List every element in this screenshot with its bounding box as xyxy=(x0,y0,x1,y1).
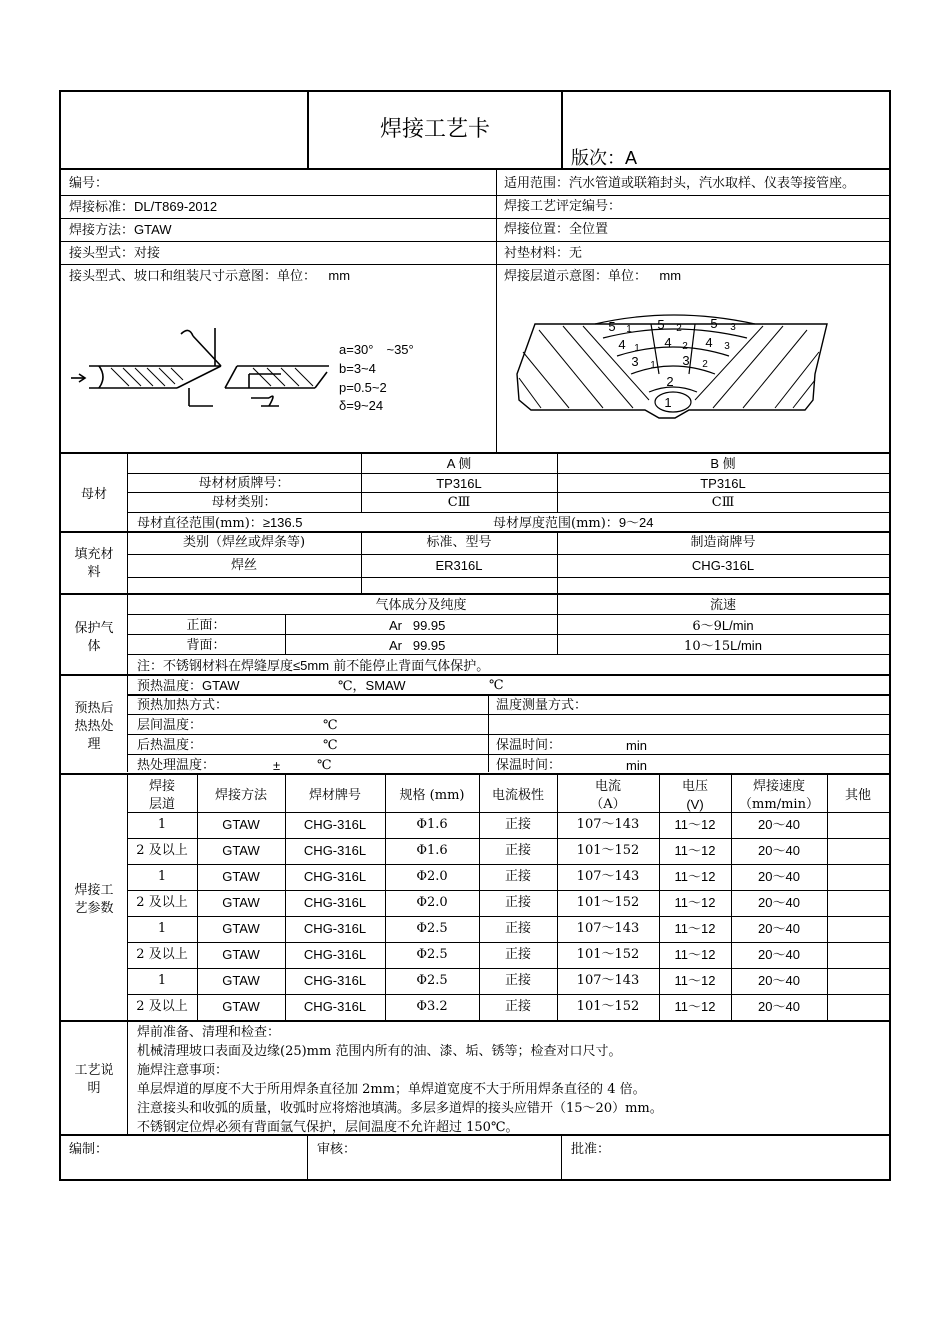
layer-label-sub1: 1 xyxy=(626,324,632,335)
pqr-label: 焊接工艺评定编号： xyxy=(504,199,622,214)
gas-back-gas xyxy=(389,638,445,654)
cell-method: GTAW xyxy=(222,895,260,910)
section-heat xyxy=(61,700,127,754)
position xyxy=(504,222,608,238)
gas-back-purity: 99.95 xyxy=(412,638,446,653)
cell-polarity: 正接 xyxy=(504,869,531,884)
joint-diagram-label-text: 接头型式、坡口和组装尺寸示意图：单位： xyxy=(69,269,317,284)
cell-size: Φ1.6 xyxy=(416,843,448,858)
joint xyxy=(69,246,160,262)
cell-method: GTAW xyxy=(222,947,260,962)
divider xyxy=(127,812,889,813)
divider xyxy=(127,1022,128,1134)
preheat-gtaw: GTAW xyxy=(202,678,240,693)
cell-current: 107～143 xyxy=(576,973,640,988)
layer-label-sub2: 2 xyxy=(682,341,688,352)
section-gas-line1: 保护气 xyxy=(74,621,114,636)
gas-note xyxy=(137,658,489,675)
cell-layer: 1 xyxy=(157,973,167,988)
divider xyxy=(127,577,889,578)
gas-front-flow-num: 6～9 xyxy=(692,619,722,634)
preheat-smaw: SMAW xyxy=(365,678,406,693)
cell-size: Φ2.5 xyxy=(416,921,448,936)
cell-current: 107～143 xyxy=(576,921,640,936)
divider xyxy=(61,452,889,454)
layer-label-4: 4 xyxy=(705,335,713,350)
divider xyxy=(127,890,889,891)
groove-p: p=0.5~2 xyxy=(339,380,387,395)
col-current-line1: 电流 xyxy=(594,779,621,794)
cell-voltage: 11～12 xyxy=(674,973,716,988)
note-line: 注意接头和收弧的质量，收弧时应将熔池填满。多层多道焊的接头应错开（15～20）mm。 xyxy=(137,1101,663,1116)
col-current-line2: （A） xyxy=(590,797,626,812)
divider xyxy=(127,634,889,635)
preheat-unit1 xyxy=(338,678,406,695)
method-label: 焊接方法： xyxy=(69,223,135,238)
divider xyxy=(127,864,889,865)
gas-note-pre: 注：不锈钢材料在焊缝厚度 xyxy=(137,659,294,674)
divider xyxy=(127,473,889,474)
gas-col-comp: 气体成分及纯度 xyxy=(375,598,467,613)
divider xyxy=(61,195,889,196)
note-line: 焊前准备、清理和检查： xyxy=(137,1025,281,1040)
position-label: 焊接位置： xyxy=(504,222,570,237)
preheat-unit1-text: ℃， xyxy=(338,679,366,694)
cell-brand: CHG-316L xyxy=(303,843,367,858)
heat-method-label: 预热加热方式： xyxy=(137,698,229,713)
thickness-value: 9～24 xyxy=(618,515,654,530)
preheat-unit2: ℃ xyxy=(489,678,504,693)
joint-value: 对接 xyxy=(134,246,161,261)
layer-label-sub3: 3 xyxy=(730,322,736,333)
divider xyxy=(127,492,889,493)
postheat-unit: ℃ xyxy=(323,738,338,753)
col-current xyxy=(557,778,659,814)
divider xyxy=(127,942,889,943)
col-polarity: 电流极性 xyxy=(491,788,544,803)
filler-col-std: 标准、型号 xyxy=(426,535,492,550)
layer-label-4: 4 xyxy=(618,337,626,352)
col-other: 其他 xyxy=(844,788,871,803)
layer-label-3: 3 xyxy=(631,354,639,369)
groove-diagram xyxy=(71,322,331,412)
col-voltage-line1: 电压 xyxy=(681,779,708,794)
cell-speed: 20～40 xyxy=(758,921,800,936)
layer-label-1: 1 xyxy=(664,395,672,410)
col-voltage-line2: (V) xyxy=(686,797,704,812)
cell-speed: 20～40 xyxy=(758,999,800,1014)
divider xyxy=(127,714,889,715)
cell-polarity: 正接 xyxy=(504,895,531,910)
cell-layer: 1 xyxy=(157,921,167,936)
gas-back-flow-num: 10～15 xyxy=(684,639,731,654)
section-notes xyxy=(61,1062,127,1098)
card-title: 焊接工艺卡 xyxy=(379,117,490,142)
class-b: CⅢ xyxy=(711,495,735,510)
diameter xyxy=(137,515,302,532)
pwht-label: 热处理温度： xyxy=(137,758,216,773)
cell-polarity: 正接 xyxy=(504,843,531,858)
section-notes-line1: 工艺说 xyxy=(74,1063,114,1078)
divider xyxy=(127,554,889,555)
note-line: 机械清理坡口表面及边缘(25)mm 范围内所有的油、漆、垢、锈等；检查对口尺寸。 xyxy=(137,1044,622,1059)
joint-diagram-unit: mm xyxy=(328,268,351,283)
filler-std: ER316L xyxy=(435,558,483,573)
col-brand: 焊材牌号 xyxy=(308,788,361,803)
cell-speed: 20～40 xyxy=(758,947,800,962)
cell-method: GTAW xyxy=(222,817,260,832)
cell-speed: 20～40 xyxy=(758,895,800,910)
method-value: GTAW xyxy=(134,222,172,237)
preheat xyxy=(137,678,240,695)
position-value: 全位置 xyxy=(569,222,609,237)
side-a: A 侧 xyxy=(446,456,472,471)
section-heat-line3: 理 xyxy=(87,737,101,752)
cell-layer: 2 及以上 xyxy=(136,999,188,1014)
section-base-metal: 母材 xyxy=(80,487,107,502)
divider xyxy=(61,1134,889,1136)
filler-col-brand: 制造商牌号 xyxy=(690,535,756,550)
divider xyxy=(127,916,889,917)
divider xyxy=(61,531,889,533)
gas-note-post: 前不能停止背面气体保护。 xyxy=(333,659,490,674)
grade-label: 母材材质牌号： xyxy=(198,476,290,491)
divider xyxy=(61,264,889,265)
divider xyxy=(61,593,889,595)
interpass-unit: ℃ xyxy=(323,718,338,733)
approved-label: 批准： xyxy=(571,1142,611,1157)
cell-voltage: 11～12 xyxy=(674,843,716,858)
layer-label-4: 4 xyxy=(664,335,672,350)
hold2-unit: min xyxy=(626,758,647,773)
col-method: 焊接方法 xyxy=(214,788,267,803)
layer-label-2: 2 xyxy=(666,374,674,389)
cell-brand: CHG-316L xyxy=(303,973,367,988)
cell-layer: 1 xyxy=(157,869,167,884)
section-params xyxy=(61,882,127,918)
col-voltage xyxy=(659,778,731,814)
col-layer xyxy=(127,778,197,814)
divider xyxy=(127,754,889,755)
cell-current: 101～152 xyxy=(576,895,640,910)
layer-diagram-unit: mm xyxy=(659,268,682,283)
cell-brand: CHG-316L xyxy=(303,895,367,910)
section-gas-line2: 体 xyxy=(87,639,101,654)
section-filler xyxy=(61,546,127,582)
cell-size: Φ2.5 xyxy=(416,947,448,962)
reviewed-label: 审核： xyxy=(317,1142,357,1157)
divider xyxy=(561,92,563,168)
filler-col-type: 类别（焊丝或焊条等) xyxy=(182,535,306,550)
cell-voltage: 11～12 xyxy=(674,869,716,884)
divider xyxy=(61,218,889,219)
cell-size: Φ2.5 xyxy=(416,973,448,988)
cell-layer: 2 及以上 xyxy=(136,895,188,910)
welding-procedure-card xyxy=(59,90,891,1181)
thickness xyxy=(493,515,654,532)
cell-current: 101～152 xyxy=(576,947,640,962)
pwht-pm: ± xyxy=(273,758,281,773)
col-speed-line2: （mm/min） xyxy=(739,797,819,812)
backing-label: 衬垫材料： xyxy=(504,246,570,261)
layer-label-sub2: 2 xyxy=(676,323,682,334)
layer-label-5: 5 xyxy=(657,317,665,332)
divider xyxy=(496,170,497,452)
cell-speed: 20～40 xyxy=(758,973,800,988)
layer-diagram xyxy=(513,314,833,426)
cell-speed: 20～40 xyxy=(758,869,800,884)
note-line: 单层焊道的厚度不大于所用焊条直径加 2mm；单焊道宽度不大于所用焊条直径的 4 倍。 xyxy=(137,1082,646,1097)
layer-label-sub1: 1 xyxy=(634,343,640,354)
method xyxy=(69,222,172,239)
gas-col-flow: 流速 xyxy=(709,598,736,613)
cell-voltage: 11～12 xyxy=(674,817,716,832)
thickness-label: 母材厚度范围(mm)： xyxy=(493,516,619,531)
section-gas xyxy=(61,620,127,656)
cell-speed: 20～40 xyxy=(758,843,800,858)
standard-label: 焊接标准： xyxy=(69,200,135,215)
postheat-label: 后热温度： xyxy=(137,738,203,753)
scope-label: 适用范围： xyxy=(504,176,570,191)
gas-back-flow xyxy=(557,638,889,655)
edition xyxy=(571,144,637,170)
edition-label: 版次： xyxy=(571,148,625,169)
divider xyxy=(561,1136,562,1179)
cell-method: GTAW xyxy=(222,869,260,884)
cell-current: 107～143 xyxy=(576,869,640,884)
gas-front-type: Ar xyxy=(389,618,402,633)
section-filler-line1: 填充材 xyxy=(74,547,114,562)
divider xyxy=(61,241,889,242)
gas-front-flow-unit: L/min xyxy=(721,618,754,633)
col-layer-line2: 层道 xyxy=(148,797,175,812)
cell-brand: CHG-316L xyxy=(303,999,367,1014)
cell-polarity: 正接 xyxy=(504,999,531,1014)
prepared-label: 编制： xyxy=(69,1142,109,1157)
grade-b: TP316L xyxy=(700,476,746,491)
cell-method: GTAW xyxy=(222,999,260,1014)
gas-front-gas xyxy=(389,618,445,634)
gas-front-label: 正面： xyxy=(186,618,226,633)
backing-value: 无 xyxy=(569,246,583,261)
gas-front-purity: 99.95 xyxy=(412,618,446,633)
cell-voltage: 11～12 xyxy=(674,921,716,936)
cell-polarity: 正接 xyxy=(504,921,531,936)
section-notes-line2: 明 xyxy=(87,1081,101,1096)
cell-polarity: 正接 xyxy=(504,947,531,962)
pwht-unit: ℃ xyxy=(317,758,332,773)
cell-size: Φ3.2 xyxy=(416,999,448,1014)
layer-label-5: 5 xyxy=(710,316,718,331)
cell-brand: CHG-316L xyxy=(303,921,367,936)
hold2-label: 保温时间： xyxy=(496,758,562,773)
divider xyxy=(307,1136,308,1179)
filler-brand: CHG-316L xyxy=(691,558,755,573)
section-params-line2: 艺参数 xyxy=(74,901,114,916)
joint-label: 接头型式： xyxy=(69,246,135,261)
joint-diagram-label xyxy=(69,268,350,285)
side-b: B 侧 xyxy=(710,456,736,471)
cell-method: GTAW xyxy=(222,843,260,858)
divider xyxy=(127,968,889,969)
gas-back-flow-unit: L/min xyxy=(730,638,762,653)
layer-label-sub1: 1 xyxy=(650,360,656,371)
interpass-label: 层间温度： xyxy=(137,718,203,733)
gas-back-type: Ar xyxy=(389,638,402,653)
heat-measure-label: 温度测量方式： xyxy=(496,698,588,713)
hold-label: 保温时间： xyxy=(496,738,562,753)
cell-voltage: 11～12 xyxy=(674,999,716,1014)
grade-a: TP316L xyxy=(436,476,482,491)
scope xyxy=(504,176,855,192)
note-line: 不锈钢定位焊必须有背面氩气保护，层间温度不允许超过 150℃。 xyxy=(137,1120,519,1135)
section-params-line1: 焊接工 xyxy=(74,883,114,898)
layer-diagram-label xyxy=(504,268,681,285)
cell-brand: CHG-316L xyxy=(303,947,367,962)
groove-delta: δ=9~24 xyxy=(339,398,384,413)
cell-size: Φ1.6 xyxy=(416,817,448,832)
cell-brand: CHG-316L xyxy=(303,817,367,832)
cell-current: 101～152 xyxy=(576,843,640,858)
class-label: 母材类别： xyxy=(211,495,277,510)
section-heat-line1: 预热后 xyxy=(74,701,114,716)
cell-method: GTAW xyxy=(222,973,260,988)
cell-layer: 2 及以上 xyxy=(136,947,188,962)
standard xyxy=(69,199,217,216)
col-speed-line1: 焊接速度 xyxy=(752,779,805,794)
cell-size: Φ2.0 xyxy=(416,869,448,884)
section-filler-line2: 料 xyxy=(87,565,101,580)
divider xyxy=(127,512,889,513)
cell-brand: CHG-316L xyxy=(303,869,367,884)
filler-type: 焊丝 xyxy=(230,558,257,573)
diameter-label: 母材直径范围(mm)： xyxy=(137,516,263,531)
preheat-label: 预热温度： xyxy=(137,679,203,694)
divider xyxy=(61,1020,889,1022)
layer-label-5: 5 xyxy=(608,319,616,334)
groove-b: b=3~4 xyxy=(339,361,376,376)
scope-value: 汽水管道或联箱封头，汽水取样、仪表等接管座。 xyxy=(569,176,856,191)
layer-label-3: 3 xyxy=(682,353,690,368)
cell-polarity: 正接 xyxy=(504,817,531,832)
cell-voltage: 11～12 xyxy=(674,895,716,910)
divider xyxy=(127,734,889,735)
cell-voltage: 11～12 xyxy=(674,947,716,962)
number-label: 编号： xyxy=(69,176,109,191)
cell-current: 101～152 xyxy=(576,999,640,1014)
col-speed xyxy=(731,778,827,814)
section-heat-line2: 热热处 xyxy=(74,719,114,734)
divider xyxy=(61,674,889,676)
col-layer-line1: 焊接 xyxy=(148,779,175,794)
class-a: CⅢ xyxy=(447,495,471,510)
divider xyxy=(127,694,889,696)
divider xyxy=(61,168,889,170)
gas-front-flow xyxy=(557,618,889,635)
diameter-value: ≥136.5 xyxy=(262,515,303,530)
col-size: 规格 (mm) xyxy=(399,788,465,803)
divider xyxy=(127,838,889,839)
hold-unit: min xyxy=(626,738,647,753)
cell-layer: 2 及以上 xyxy=(136,843,188,858)
cell-polarity: 正接 xyxy=(504,973,531,988)
gas-back-label: 背面： xyxy=(186,638,226,653)
backing xyxy=(504,246,582,262)
gas-note-mid: ≤5mm xyxy=(293,658,330,673)
cell-size: Φ2.0 xyxy=(416,895,448,910)
divider xyxy=(127,614,889,615)
divider xyxy=(61,773,889,775)
layer-label-sub2: 2 xyxy=(702,359,708,370)
groove-a: a=30° ~35° xyxy=(339,342,414,357)
divider xyxy=(127,994,889,995)
divider xyxy=(127,654,889,655)
cell-layer: 1 xyxy=(157,817,167,832)
edition-value: A xyxy=(625,148,638,168)
standard-value: DL/T869-2012 xyxy=(134,199,218,214)
layer-label-sub3: 3 xyxy=(724,341,730,352)
cell-current: 107～143 xyxy=(576,817,640,832)
layer-diagram-label-text: 焊接层道示意图：单位： xyxy=(504,269,648,284)
cell-method: GTAW xyxy=(222,921,260,936)
cell-speed: 20～40 xyxy=(758,817,800,832)
note-line: 施焊注意事项： xyxy=(137,1063,229,1078)
